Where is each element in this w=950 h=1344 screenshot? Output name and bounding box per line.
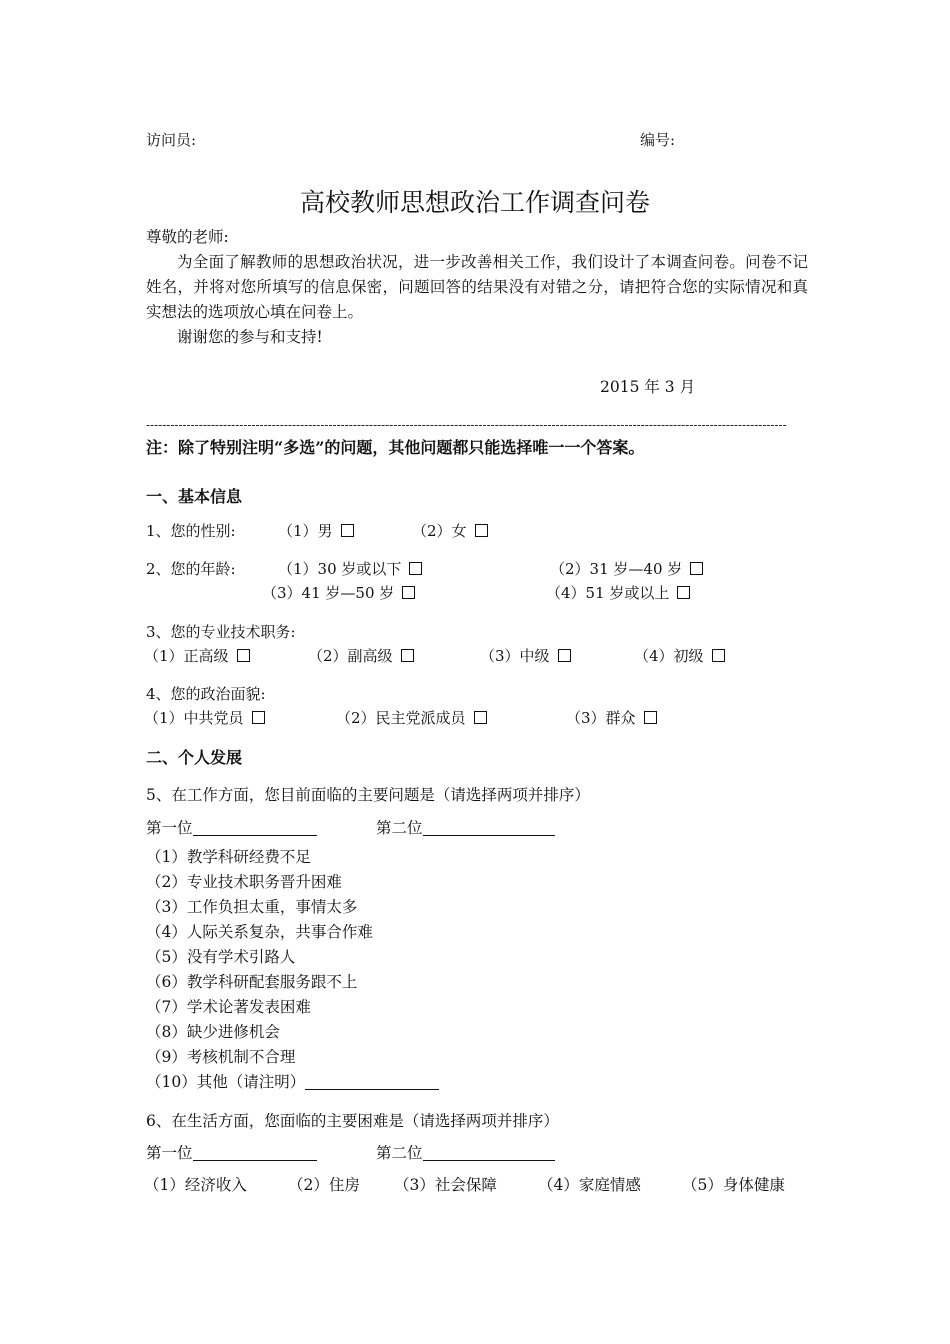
q6-option-1: （1）经济收入 — [144, 1176, 247, 1194]
list-item: （8）缺少进修机会 — [146, 1023, 280, 1041]
q2-label: 2、您的年龄: — [146, 560, 236, 578]
list-item: （1）教学科研经费不足 — [146, 848, 311, 866]
q1-label: 1、您的性别: — [146, 522, 236, 540]
checkbox-icon[interactable] — [237, 649, 250, 662]
q3-label: 3、您的专业技术职务: — [146, 623, 296, 641]
q5-options-list — [146, 845, 439, 1095]
q1-option-male[interactable]: （1）男 — [278, 520, 354, 541]
checkbox-icon[interactable] — [409, 562, 422, 575]
checkbox-icon[interactable] — [558, 649, 571, 662]
q3-option-1[interactable]: （1）正高级 — [144, 645, 250, 666]
list-item: （2）专业技术职务晋升困难 — [146, 873, 342, 891]
q2-option-1[interactable]: （1）30 岁或以下 — [278, 558, 422, 579]
checkbox-icon[interactable] — [252, 711, 265, 724]
section-personal-development: 二、个人发展 — [146, 748, 243, 767]
q6-option-3: （3）社会保障 — [394, 1176, 497, 1194]
q5-rank-first[interactable]: 第一位 — [146, 816, 317, 838]
q5-rank-second[interactable]: 第二位 — [376, 816, 555, 838]
divider: -------------------------------------------------------------------------------------------------------------------------------------------------------------- — [146, 420, 787, 430]
checkbox-icon[interactable] — [475, 524, 488, 537]
list-item: （6）教学科研配套服务跟不上 — [146, 973, 358, 991]
other-specify-blank[interactable] — [305, 1073, 439, 1090]
interviewer-label: 访问员: — [146, 131, 197, 149]
list-item: （4）人际关系复杂，共事合作难 — [146, 923, 373, 941]
q6-option-5: （5）身体健康 — [682, 1176, 785, 1194]
intro-block — [146, 225, 808, 350]
instruction-note: 注：除了特别注明“多选”的问题，其他问题都只能选择唯一一个答案。 — [146, 438, 645, 457]
q3-option-4[interactable]: （4）初级 — [634, 645, 725, 666]
intro-paragraph: 为全面了解教师的思想政治状况，进一步改善相关工作，我们设计了本调查问卷。问卷不记姓名，并将对您所填写的信息保密，问题回答的结果没有对错之分，请把符合您的实际情况和真实想法的选项放心填在问卷上。 — [146, 253, 808, 321]
second-choice-blank[interactable] — [423, 1144, 555, 1161]
list-item-other: （10）其他（请注明） — [146, 1070, 439, 1095]
q4-option-3[interactable]: （3）群众 — [566, 707, 657, 728]
q6-label: 6、在生活方面，您面临的主要困难是（请选择两项并排序） — [146, 1112, 559, 1130]
checkbox-icon[interactable] — [677, 586, 690, 599]
checkbox-icon[interactable] — [712, 649, 725, 662]
q3-option-3[interactable]: （3）中级 — [480, 645, 571, 666]
q4-label: 4、您的政治面貌: — [146, 685, 266, 703]
first-choice-blank[interactable] — [193, 819, 317, 836]
q6-option-2: （2）住房 — [288, 1176, 360, 1194]
q6-rank-second[interactable]: 第二位 — [376, 1141, 555, 1163]
list-item: （3）工作负担太重，事情太多 — [146, 898, 358, 916]
list-item: （5）没有学术引路人 — [146, 948, 296, 966]
thanks-text: 谢谢您的参与和支持! — [177, 328, 323, 346]
greeting: 尊敬的老师: — [146, 228, 229, 246]
q3-option-2[interactable]: （2）副高级 — [308, 645, 414, 666]
first-choice-blank[interactable] — [193, 1144, 317, 1161]
q4-option-2[interactable]: （2）民主党派成员 — [336, 707, 487, 728]
q2-option-4[interactable]: （4）51 岁或以上 — [546, 582, 690, 603]
q1-option-female[interactable]: （2）女 — [412, 520, 488, 541]
q6-rank-first[interactable]: 第一位 — [146, 1141, 317, 1163]
section-basic-info: 一、基本信息 — [146, 487, 243, 506]
checkbox-icon[interactable] — [474, 711, 487, 724]
q2-option-2[interactable]: （2）31 岁—40 岁 — [550, 558, 703, 579]
q2-option-3[interactable]: （3）41 岁—50 岁 — [262, 582, 415, 603]
checkbox-icon[interactable] — [690, 562, 703, 575]
survey-date: 2015 年 3 月 — [600, 378, 696, 396]
page-title: 高校教师思想政治工作调查问卷 — [299, 188, 650, 217]
list-item: （7）学术论著发表困难 — [146, 998, 311, 1016]
checkbox-icon[interactable] — [341, 524, 354, 537]
q6-option-4: （4）家庭情感 — [538, 1176, 641, 1194]
checkbox-icon[interactable] — [402, 586, 415, 599]
list-item: （9）考核机制不合理 — [146, 1048, 296, 1066]
serial-number-label: 编号: — [640, 131, 676, 149]
checkbox-icon[interactable] — [401, 649, 414, 662]
checkbox-icon[interactable] — [644, 711, 657, 724]
second-choice-blank[interactable] — [423, 819, 555, 836]
q5-label: 5、在工作方面，您目前面临的主要问题是（请选择两项并排序） — [146, 786, 590, 804]
q4-option-1[interactable]: （1）中共党员 — [144, 707, 265, 728]
